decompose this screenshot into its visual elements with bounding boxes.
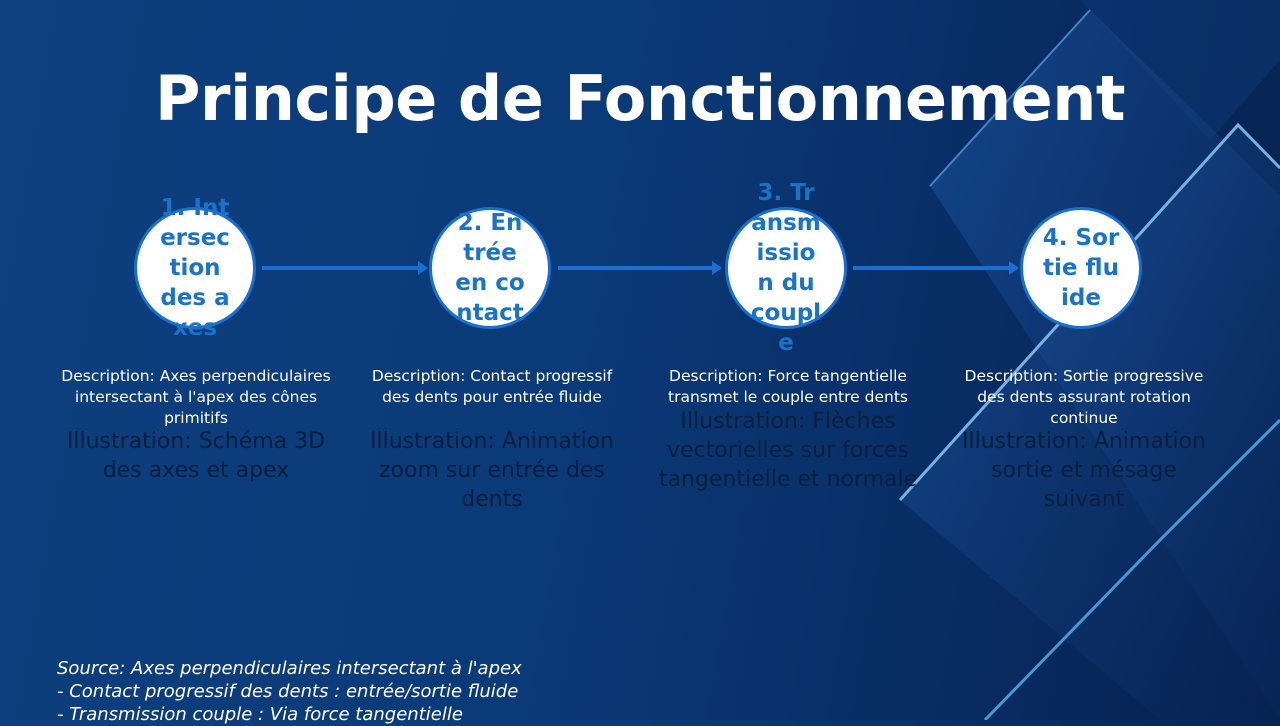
step-description: Description: Sortie progressive des dents assurant rotation continue	[964, 367, 1204, 427]
connector-arrow-3	[853, 266, 1017, 270]
source-note	[57, 657, 522, 726]
step-label: 1. Intersection des axes	[160, 195, 230, 341]
step-label: 3. Transmission du couple	[750, 180, 822, 356]
page-title: Principe de Fonctionnement	[154, 62, 1125, 135]
source-line: - Transmission couple : Via force tangentielle	[57, 704, 463, 725]
step-description: Description: Axes perpendiculaires intersectant à l'apex des cônes primitifs	[61, 367, 331, 427]
connector-arrow-2	[558, 266, 720, 270]
step-circle-1	[134, 195, 256, 341]
step-circle-3	[725, 180, 847, 356]
step-illustration: Illustration: Animation sortie et mésage suivant	[962, 429, 1206, 512]
step-circle-2	[429, 207, 551, 329]
step-description: Description: Contact progressif des dents pour entrée fluide	[371, 367, 613, 406]
source-line: Source: Axes perpendiculaires intersectant à l'apex	[57, 658, 522, 679]
step-description: Description: Force tangentielle transmet le couple entre dents	[668, 367, 908, 406]
step-label: 4. Sortie fluide	[1042, 225, 1120, 311]
connector-arrow-1	[262, 266, 426, 270]
step-label: 2. Entrée en contact	[455, 210, 525, 326]
step-illustration: Illustration: Schéma 3D des axes et apex	[66, 429, 326, 483]
step-illustration: Illustration: Flèches vectorielles sur forces tangentielle et normale	[658, 409, 918, 492]
source-line: - Contact progressif des dents : entrée/sortie fluide	[57, 681, 519, 702]
step-illustration: Illustration: Animation zoom sur entrée des dents	[370, 429, 614, 512]
step-circle-4	[1020, 207, 1142, 329]
